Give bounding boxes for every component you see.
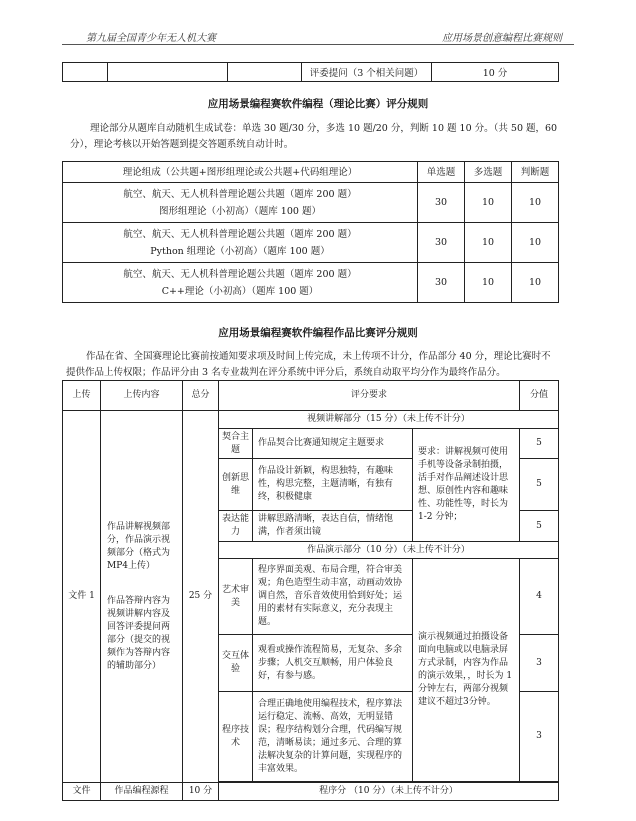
demo-item-score: 3 — [520, 635, 559, 692]
theory-title: 应用场景编程赛软件编程（理论比赛）评分规则 — [207, 98, 429, 110]
video-item-name: 契合主题 — [219, 429, 253, 459]
video-section-title: 视频讲解部分（15 分）（未上传不计分） — [219, 411, 559, 429]
video-item-score: 5 — [520, 511, 559, 542]
video-item-desc: 讲解思路清晰，表达自信，情绪饱满，作者须出镜 — [253, 511, 413, 542]
demo-item-desc: 程序界面美观、布局合理，符合审美观；角色造型生动丰富，动画动效协调自然，音乐音效使用恰到好处；运用的素材有实际意义，充分表现主题。 — [253, 559, 413, 635]
video-item-score: 5 — [520, 429, 559, 459]
demo-item-name: 艺术审美 — [219, 559, 253, 635]
file2-content: 作品编程源程 — [101, 783, 183, 801]
theory-row-line1: 航空、航天、无人机科普理论题公共题（题库 200 题） — [123, 188, 357, 200]
theory-row-line2: Python 组理论（小初高）（题库 100 题） — [150, 245, 330, 257]
theory-header-multi: 多选题 — [465, 162, 512, 183]
theory-row-line2: 图形组理论（小初高）（题库 100 题） — [159, 205, 321, 217]
theory-row — [63, 183, 559, 223]
file1-content-b: 作品答辩内容为视频讲解内容及回答评委提问两部分（提交的视频作为答辩内容的辅助部分） — [107, 595, 171, 671]
theory-row-line2: C++理论（小初高）（题库 100 题） — [161, 285, 319, 297]
demo-item-name: 交互体验 — [219, 635, 253, 692]
demo-item-name: 程序技术 — [219, 692, 253, 782]
theory-header-judge: 判断题 — [512, 162, 559, 183]
page-header — [62, 26, 574, 45]
theory-row-single: 30 — [418, 183, 465, 223]
theory-header-composition: 理论组成（公共题+图形组理论或公共题+代码组理论） — [63, 162, 418, 183]
theory-row-multi: 10 — [465, 263, 512, 303]
file2-label: 文件 — [63, 783, 101, 801]
works-title: 应用场景编程赛软件编程作品比赛评分规则 — [218, 327, 418, 339]
video-item-name: 创新思维 — [219, 459, 253, 511]
video-item-desc: 作品契合比赛通知规定主题要求 — [253, 429, 413, 459]
works-intro: 作品在省、全国赛理论比赛前按通知要求项及时间上传完成，未上传项不计分，作品部分 40 分，理论比赛时不提供作品上传权限；作品评分由 3 名专业裁判在评分系统中评分后，系统自动取平均分作为最终作品分。 — [66, 351, 551, 378]
video-note: 要求：讲解视频可使用手机等设备录制拍摄，活手对作品阐述设计思想、原创性内容和趣味性、功能性等，时长为 1-2 分钟； — [413, 429, 520, 542]
theory-row-single: 30 — [418, 223, 465, 263]
file2-req: 程序分 （10 分）（未上传不计分） — [219, 783, 559, 801]
header-left: 第九届全国青少年无人机大赛 — [86, 33, 216, 44]
file2-total: 10 分 — [183, 783, 219, 801]
works-table — [62, 380, 559, 801]
top-table-fragment — [62, 62, 559, 82]
video-item-name: 表达能力 — [219, 511, 253, 542]
theory-row-judge: 10 — [512, 183, 559, 223]
theory-row-multi: 10 — [465, 183, 512, 223]
file1-total: 25 分 — [183, 411, 219, 783]
works-header-content: 上传内容 — [101, 381, 183, 411]
works-header-score: 分值 — [520, 381, 559, 411]
theory-row-judge: 10 — [512, 263, 559, 303]
video-item-score: 5 — [520, 459, 559, 511]
top-row-score: 10 分 — [432, 63, 559, 82]
file1-content-a: 作品讲解视频部分，作品演示视频部分（格式为MP4上传） — [107, 521, 171, 571]
theory-row-judge: 10 — [512, 223, 559, 263]
theory-header-row — [63, 162, 559, 183]
file1-label: 文件 1 — [63, 411, 101, 783]
theory-row-line1: 航空、航天、无人机科普理论题公共题（题库 200 题） — [123, 228, 357, 240]
demo-item-score: 3 — [520, 692, 559, 782]
theory-row-line1: 航空、航天、无人机科普理论题公共题（题库 200 题） — [123, 268, 357, 280]
theory-table — [62, 161, 559, 303]
works-header-upload: 上传 — [63, 381, 101, 411]
theory-row-multi: 10 — [465, 223, 512, 263]
theory-intro: 理论部分从题库自动随机生成试卷：单选 30 题/30 分，多选 10 题/20 分，判断 10 题 10 分。（共 50 题，60 分），理论考核以开始答题到提交答题系统自动计时。 — [70, 123, 558, 150]
theory-header-single: 单选题 — [418, 162, 465, 183]
demo-item-score: 4 — [520, 559, 559, 635]
theory-row-single: 30 — [418, 263, 465, 303]
top-row-item: 评委提问（3 个相关问题） — [302, 63, 432, 82]
header-right: 应用场景创意编程比赛规则 — [442, 33, 562, 44]
theory-row — [63, 223, 559, 263]
works-header-total: 总分 — [183, 381, 219, 411]
demo-item-desc: 观看或操作流程简易，无复杂、多余步骤；人机交互顺畅，用户体验良好，有参与感。 — [253, 635, 413, 692]
video-item-desc: 作品设计新颖，构思独特，有趣味性，构思完整，主题清晰，有独有终，积极健康 — [253, 459, 413, 511]
demo-note: 演示视频通过拍摄设备面向电脑或以电脑录屏方式录制，内容为作品的演示效果，，时长为 1 分钟左右，两部分视频建议不超过3分钟。 — [413, 559, 520, 782]
demo-section-title: 作品演示部分（10 分）（未上传不计分） — [219, 542, 559, 559]
theory-row — [63, 263, 559, 303]
works-header-row — [63, 381, 559, 411]
works-header-req: 评分要求 — [219, 381, 520, 411]
demo-item-desc: 合理正确地使用编程技术，程序算法运行稳定、流畅、高效，无明显错误；程序结构划分合理，代码编写规范，清晰易读；通过多元、合理的算法解决复杂的计算问题，实现程序的丰富效果。 — [253, 692, 413, 782]
